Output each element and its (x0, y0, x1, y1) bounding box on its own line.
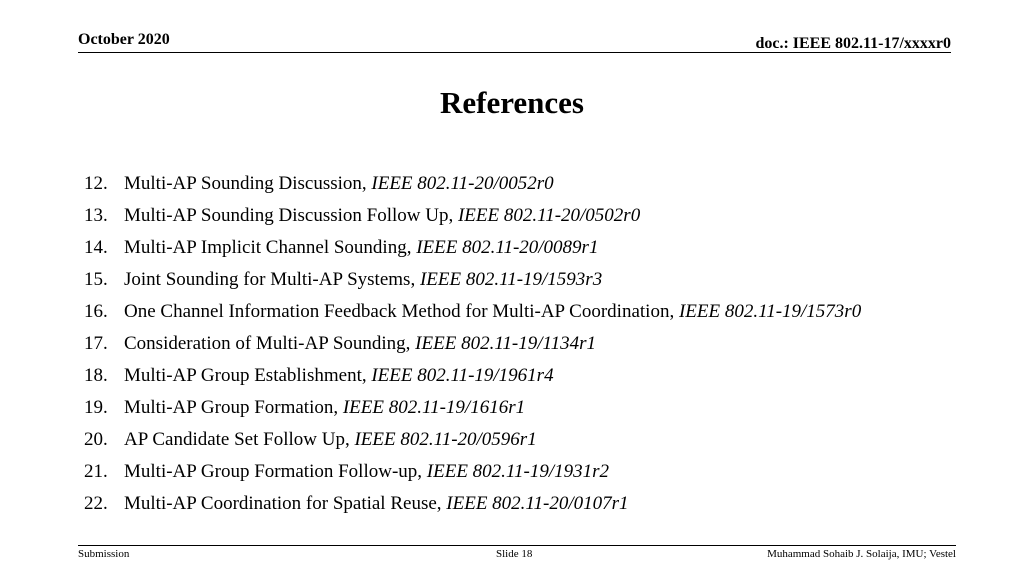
reference-title: Consideration of Multi-AP Sounding, (124, 333, 416, 354)
header-divider (78, 52, 951, 53)
reference-number: 15. (84, 269, 108, 290)
reference-title: AP Candidate Set Follow Up, (124, 429, 355, 450)
footer-author: Muhammad Sohaib J. Solaija, IMU; Vestel (767, 548, 956, 560)
reference-number: 12. (84, 173, 108, 194)
reference-item (84, 203, 884, 229)
footer-divider (78, 545, 956, 546)
reference-title: Multi-AP Implicit Channel Sounding, (124, 237, 417, 258)
reference-number: 19. (84, 397, 108, 418)
reference-number: 21. (84, 461, 108, 482)
reference-title: Multi-AP Coordination for Spatial Reuse, (124, 493, 447, 514)
reference-title: Multi-AP Sounding Discussion, (124, 173, 372, 194)
slide-title: References (439, 85, 584, 120)
footer-slide-number: Slide 18 (496, 548, 533, 560)
reference-title: Multi-AP Sounding Discussion Follow Up, (124, 205, 458, 226)
reference-doc-id: IEEE 802.11-19/1616r1 (342, 397, 526, 418)
reference-number: 16. (84, 301, 108, 322)
reference-title: One Channel Information Feedback Method for Multi-AP Coordination, (124, 301, 679, 322)
reference-number: 20. (84, 429, 108, 450)
reference-item (84, 459, 884, 485)
reference-item (84, 299, 884, 325)
reference-number: 17. (84, 333, 108, 354)
reference-doc-id: IEEE 802.11-20/0596r1 (354, 429, 537, 450)
reference-doc-id: IEEE 802.11-20/0107r1 (446, 493, 629, 514)
reference-title: Multi-AP Group Establishment, (124, 365, 372, 386)
reference-title: Multi-AP Group Formation Follow-up, (124, 461, 427, 482)
reference-number: 13. (84, 205, 108, 226)
reference-item (84, 427, 884, 453)
reference-item (84, 395, 884, 421)
header-date: October 2020 (78, 31, 170, 48)
reference-item (84, 235, 884, 261)
reference-doc-id: IEEE 802.11-19/1593r3 (419, 269, 603, 290)
reference-item (84, 363, 884, 389)
header-doc-number: doc.: IEEE 802.11-17/xxxxr0 (755, 35, 951, 52)
reference-item (84, 491, 884, 517)
reference-doc-id: IEEE 802.11-20/0502r0 (457, 205, 641, 226)
reference-doc-id: IEEE 802.11-20/0052r0 (371, 173, 554, 194)
reference-doc-id: IEEE 802.11-19/1134r1 (415, 333, 596, 354)
reference-doc-id: IEEE 802.11-19/1931r2 (426, 461, 610, 482)
reference-doc-id: IEEE 802.11-20/0089r1 (416, 237, 599, 258)
reference-item (84, 331, 884, 357)
reference-item (84, 171, 884, 197)
footer-submission: Submission (78, 548, 130, 560)
reference-list (84, 171, 884, 523)
reference-item (84, 267, 884, 293)
reference-number: 22. (84, 493, 108, 514)
reference-number: 14. (84, 237, 108, 258)
reference-title: Multi-AP Group Formation, (124, 397, 343, 418)
reference-doc-id: IEEE 802.11-19/1961r4 (371, 365, 554, 386)
reference-doc-id: IEEE 802.11-19/1573r0 (678, 301, 862, 322)
reference-number: 18. (84, 365, 108, 386)
reference-title: Joint Sounding for Multi-AP Systems, (124, 269, 420, 290)
